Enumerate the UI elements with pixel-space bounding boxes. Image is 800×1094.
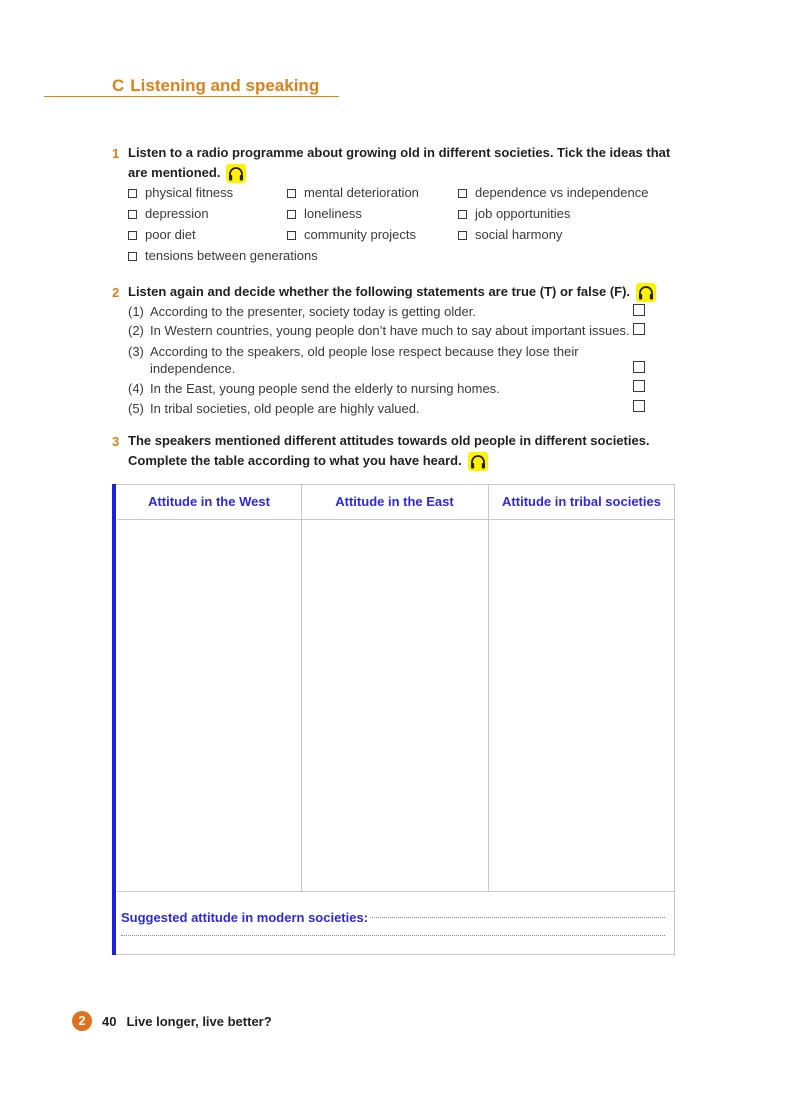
- q1-option[interactable]: [458, 185, 648, 201]
- statement-number: (4): [128, 381, 144, 396]
- table-header-tribal: Attitude in tribal societies: [502, 494, 661, 509]
- q1-option[interactable]: [128, 185, 233, 201]
- statement-continuation: independence.: [150, 361, 236, 376]
- checkbox[interactable]: [458, 210, 467, 219]
- q3-line2: Complete the table according to what you have heard.: [128, 453, 462, 468]
- q2-instruction: [128, 282, 656, 302]
- q1-line2-row: [128, 163, 688, 183]
- answer-cell-tribal[interactable]: [489, 520, 674, 891]
- statement-text: In tribal societies, old people are highly valued.: [150, 401, 420, 416]
- statement-text: According to the speakers, old people lose respect because they lose their: [150, 344, 579, 359]
- q1-number: 1: [112, 146, 120, 161]
- attitude-table: [112, 484, 675, 955]
- checkbox[interactable]: [287, 231, 296, 240]
- statement: [128, 344, 579, 360]
- statement: [128, 304, 476, 320]
- statement: [128, 381, 500, 397]
- option-label: job opportunities: [475, 206, 571, 221]
- section-letter: C: [112, 76, 125, 95]
- checkbox[interactable]: [128, 252, 137, 261]
- statement-text: In the East, young people send the elderly to nursing homes.: [150, 381, 500, 396]
- tf-checkbox[interactable]: [633, 400, 645, 412]
- q1-option[interactable]: [287, 206, 362, 222]
- q1-line2: are mentioned.: [128, 165, 221, 180]
- checkbox[interactable]: [458, 189, 467, 198]
- option-label: community projects: [304, 227, 416, 242]
- statement-text: According to the presenter, society today is getting older.: [150, 304, 476, 319]
- checkbox[interactable]: [128, 210, 137, 219]
- q1-instruction: [128, 143, 688, 183]
- table-accent-bar: [112, 484, 116, 955]
- suggested-attitude-label: Suggested attitude in modern societies:: [121, 910, 369, 925]
- q1-option[interactable]: [128, 227, 196, 243]
- q1-option[interactable]: [128, 206, 209, 222]
- checkbox[interactable]: [128, 231, 137, 240]
- option-label: tensions between generations: [145, 248, 318, 263]
- option-label: mental deterioration: [304, 185, 419, 200]
- statement: [128, 401, 420, 417]
- checkbox[interactable]: [458, 231, 467, 240]
- headphones-icon[interactable]: [226, 164, 246, 183]
- answer-cell-west[interactable]: [117, 520, 301, 891]
- statement-number: (2): [128, 323, 144, 338]
- q1-option[interactable]: [458, 227, 562, 243]
- statement: [128, 323, 630, 339]
- headphones-icon[interactable]: [468, 452, 488, 471]
- q3-line1: The speakers mentioned different attitudes towards old people in different societies.: [128, 433, 650, 448]
- tf-checkbox[interactable]: [633, 361, 645, 373]
- page-number: 40: [102, 1014, 117, 1029]
- q2-text: Listen again and decide whether the following statements are true (T) or false (F).: [128, 284, 631, 299]
- tf-checkbox[interactable]: [633, 323, 645, 335]
- statement-number: (1): [128, 304, 144, 319]
- checkbox[interactable]: [287, 189, 296, 198]
- q1-option[interactable]: [128, 248, 318, 264]
- tf-checkbox[interactable]: [633, 380, 645, 392]
- unit-badge: 2: [72, 1011, 92, 1031]
- q1-option[interactable]: [287, 227, 416, 243]
- q3-number: 3: [112, 434, 120, 449]
- option-label: dependence vs independence: [475, 185, 649, 200]
- q3-line2-row: [128, 451, 650, 471]
- answer-line[interactable]: [370, 917, 665, 918]
- section-rule: [44, 96, 339, 97]
- option-label: poor diet: [145, 227, 196, 242]
- unit-title: Live longer, live better?: [126, 1014, 272, 1029]
- checkbox[interactable]: [287, 210, 296, 219]
- statement-text: In Western countries, young people don’t have much to say about important issues.: [150, 323, 630, 338]
- table-header-west: Attitude in the West: [148, 494, 270, 509]
- answer-cell-east[interactable]: [302, 520, 488, 891]
- table-header-east: Attitude in the East: [335, 494, 454, 509]
- page-footer: [102, 1014, 272, 1029]
- option-label: physical fitness: [145, 185, 234, 200]
- option-label: social harmony: [475, 227, 563, 242]
- section-title: [112, 76, 319, 96]
- q1-option[interactable]: [287, 185, 419, 201]
- tf-checkbox[interactable]: [633, 304, 645, 316]
- statement-number: (3): [128, 344, 144, 359]
- q1-option[interactable]: [458, 206, 570, 222]
- option-label: depression: [145, 206, 209, 221]
- statement-number: (5): [128, 401, 144, 416]
- q1-line1: Listen to a radio programme about growing old in different societies. Tick the ideas that: [128, 145, 671, 160]
- headphones-icon[interactable]: [636, 283, 656, 302]
- table-footer-divider: [117, 891, 674, 892]
- q2-number: 2: [112, 285, 120, 300]
- section-title-text: Listening and speaking: [130, 76, 320, 95]
- answer-line[interactable]: [121, 935, 665, 936]
- checkbox[interactable]: [128, 189, 137, 198]
- option-label: loneliness: [304, 206, 362, 221]
- q3-instruction: [128, 431, 650, 471]
